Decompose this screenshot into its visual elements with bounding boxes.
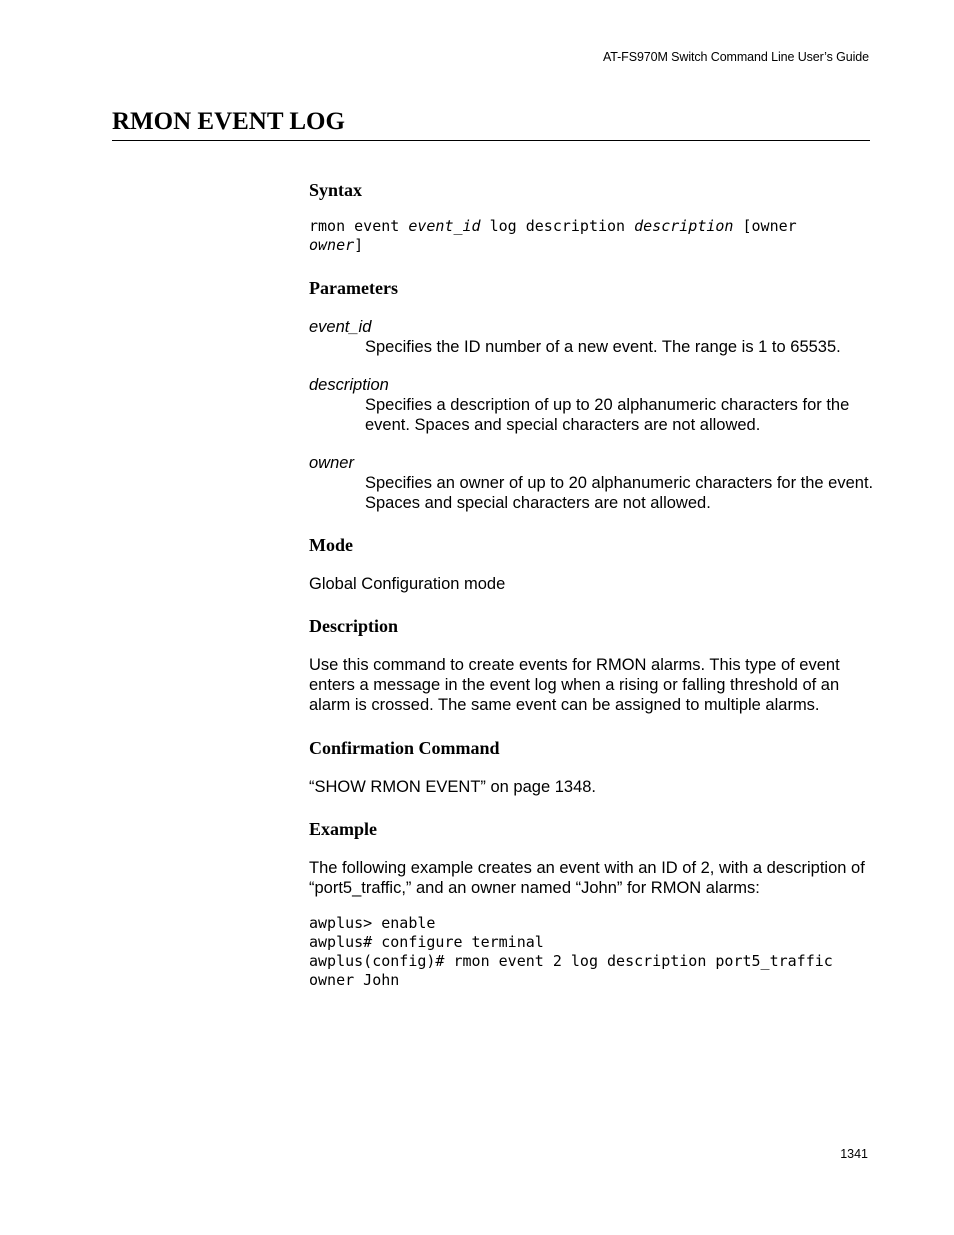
param-desc-description: Specifies a description of up to 20 alphanumeric characters for the event. Spaces and special characters are not allowed. — [365, 396, 850, 434]
description-text: Use this command to create events for RMON alarms. This type of event enters a message in the event log when a rising or falling threshold of an alarm is crossed. The same event can be assigned to multiple alarms. — [309, 656, 840, 714]
example-code-line: awplus(config)# rmon event 2 log description port5_traffic — [309, 952, 833, 970]
confirmation-heading: Confirmation Command — [309, 738, 500, 758]
syntax-line-1: rmon event event_id log description description [owner — [309, 217, 797, 235]
param-desc-event-id: Specifies the ID number of a new event. The range is 1 to 65535. — [365, 338, 841, 356]
example-code-line: awplus# configure terminal — [309, 933, 544, 951]
syntax-arg-owner: owner — [309, 236, 355, 254]
title-rule — [112, 140, 870, 141]
param-name-event-id: event_id — [309, 318, 372, 336]
syntax-arg-event-id: event_id — [408, 217, 481, 235]
confirmation-text: “SHOW RMON EVENT” on page 1348. — [309, 778, 597, 796]
mode-text: Global Configuration mode — [309, 575, 506, 593]
page-number: 1341 — [840, 1147, 868, 1161]
description-heading: Description — [309, 616, 398, 636]
mode-heading: Mode — [309, 535, 353, 555]
running-header: AT-FS970M Switch Command Line User’s Guide — [602, 50, 869, 64]
parameters-heading: Parameters — [309, 278, 398, 298]
example-code-line: awplus> enable — [309, 914, 436, 932]
syntax-arg-description: description — [634, 217, 734, 235]
example-heading: Example — [309, 819, 378, 839]
syntax-line-2: owner] — [309, 236, 364, 254]
syntax-heading: Syntax — [309, 180, 363, 200]
example-text: The following example creates an event with an ID of 2, with a description of “port5_traffic,” and an owner named “John” for RMON alarms: — [309, 859, 865, 897]
syntax-block — [309, 217, 874, 255]
example-code-block — [309, 914, 874, 990]
page-title: RMON EVENT LOG — [112, 108, 345, 135]
param-name-description: description — [309, 376, 389, 394]
param-name-owner: owner — [309, 454, 354, 472]
example-code-line: owner John — [309, 971, 400, 989]
param-desc-owner: Specifies an owner of up to 20 alphanumeric characters for the event. Spaces and special characters are not allowed. — [365, 474, 874, 512]
